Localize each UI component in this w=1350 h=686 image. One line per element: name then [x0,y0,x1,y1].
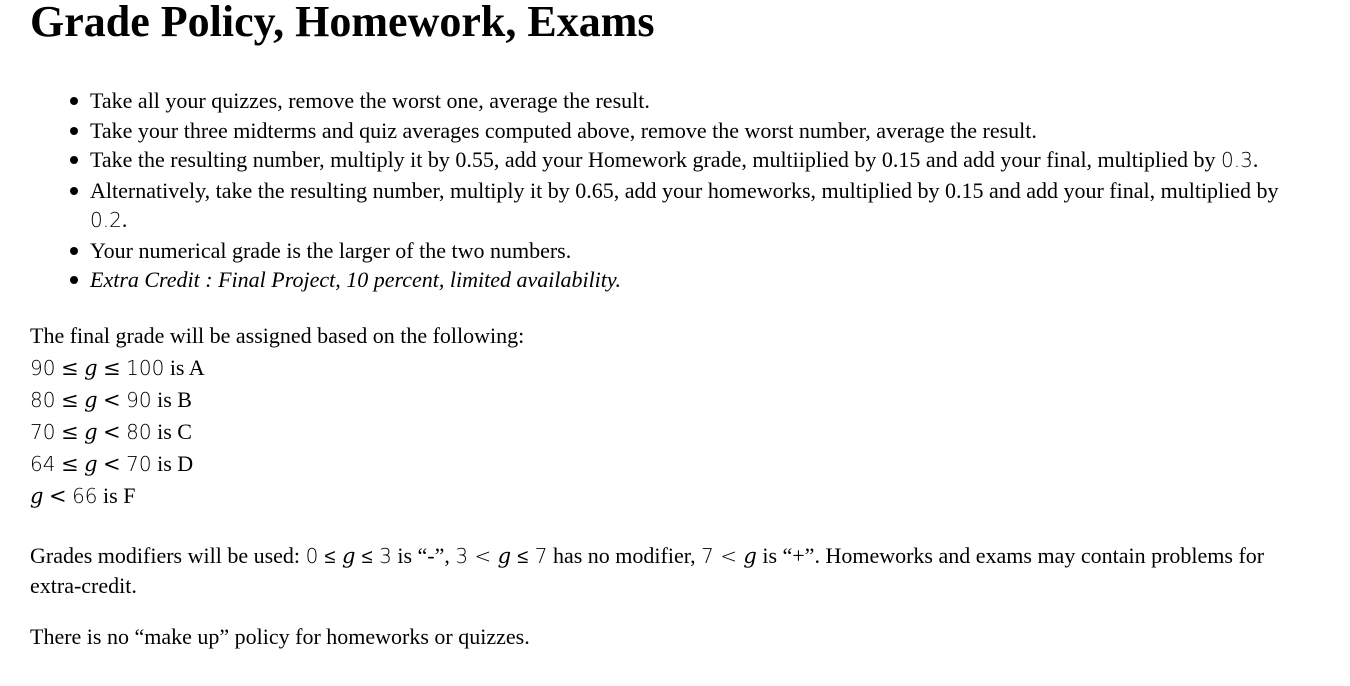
modifier-range-none-upper: ≤ 7 [511,543,548,568]
grade-op: ≤ [60,355,79,380]
list-item-text: Take the resulting number, multiply it by 0.55, add your Homework grade, multiiplied by 0.15 and add your final, multiplied by [90,147,1221,173]
list-item-text: Extra Credit : Final Project, 10 percent, limited availability. [90,267,621,293]
grade-op: ≤ [60,451,79,476]
grade-upper: 70 [126,451,152,476]
grade-row-d [30,448,1320,480]
grade-lower: 70 [30,419,56,444]
list-item-text: Your numerical grade is the larger of the two numbers. [90,237,572,263]
grade-op: ≤ [103,355,121,380]
modifiers-lead: Grades modifiers will be used: [30,542,306,568]
grade-var: g [30,483,44,508]
grade-letter: A [188,354,205,380]
grade-op: < [48,483,67,508]
list-item-text: Take all your quizzes, remove the worst one, average the result. [90,88,650,114]
grade-scale [30,352,1320,512]
modifiers-text: is “+”. Homeworks and exams may contain problems for extra-credit. [30,542,1265,598]
grade-policy-list [30,86,1320,295]
grade-lower: 90 [30,355,56,380]
math-value: 0.2 [90,208,122,233]
grade-is: is [157,386,172,412]
grade-row-a [30,352,1320,384]
modifier-var: g [341,543,356,568]
list-item-quizzes [90,86,1320,116]
list-item-text: Alternatively, take the resulting number, multiply it by 0.65, add your homeworks, multiplied by 0.15 and add your final, multiplied by [90,177,1279,203]
grade-upper: 100 [126,355,165,380]
grade-op: < [103,419,121,444]
list-item-text: Take your three midterms and quiz averages computed above, remove the worst number, average the result. [90,117,1037,143]
modifier-var: g [743,543,757,568]
makeup-policy: There is no “make up” policy for homeworks or quizzes. [30,623,530,649]
grade-upper: 66 [72,483,98,508]
list-item-midterms [90,116,1320,146]
grade-is: is [157,450,172,476]
modifier-range-plus: 7 < [701,543,744,568]
grade-row-c [30,416,1320,448]
list-item-larger [90,236,1320,266]
grade-is: is [103,482,118,508]
grade-var: g [84,451,98,476]
math-value: 0.3 [1221,148,1253,173]
grade-lower: 80 [30,387,56,412]
modifier-range-minus: 0 ≤ [305,543,342,568]
grade-is: is [157,418,172,444]
grade-row-b [30,384,1320,416]
grade-var: g [84,355,98,380]
list-item-formula-b [90,176,1320,236]
grade-op: < [103,451,121,476]
grade-op: ≤ [60,419,79,444]
grade-letter: B [177,386,192,412]
grade-is: is [169,354,185,380]
grade-letter: D [177,450,194,476]
grade-upper: 90 [126,387,152,412]
grade-op: < [103,387,121,412]
grade-letter: F [123,482,136,508]
modifier-var: g [497,543,512,568]
list-item-extra-credit [90,265,1320,295]
list-item-punctuation: . [121,207,128,233]
grade-var: g [84,419,98,444]
grade-modifiers [30,541,1320,600]
modifiers-text: has no modifier, [547,542,702,568]
grade-intro: The final grade will be assigned based on the following: [30,322,525,348]
grade-letter: C [177,418,192,444]
grade-lower: 64 [30,451,56,476]
grade-op: ≤ [60,387,79,412]
list-item-formula-a [90,145,1320,176]
page-title: Grade Policy, Homework, Exams [30,0,655,46]
modifiers-text: is “-”, [391,542,456,568]
list-item-punctuation: . [1252,147,1259,173]
modifier-range-none: 3 < [455,543,498,568]
grade-upper: 80 [126,419,152,444]
modifier-range-minus-upper: ≤ 3 [355,543,392,568]
grade-row-f [30,480,1320,512]
grade-var: g [84,387,98,412]
